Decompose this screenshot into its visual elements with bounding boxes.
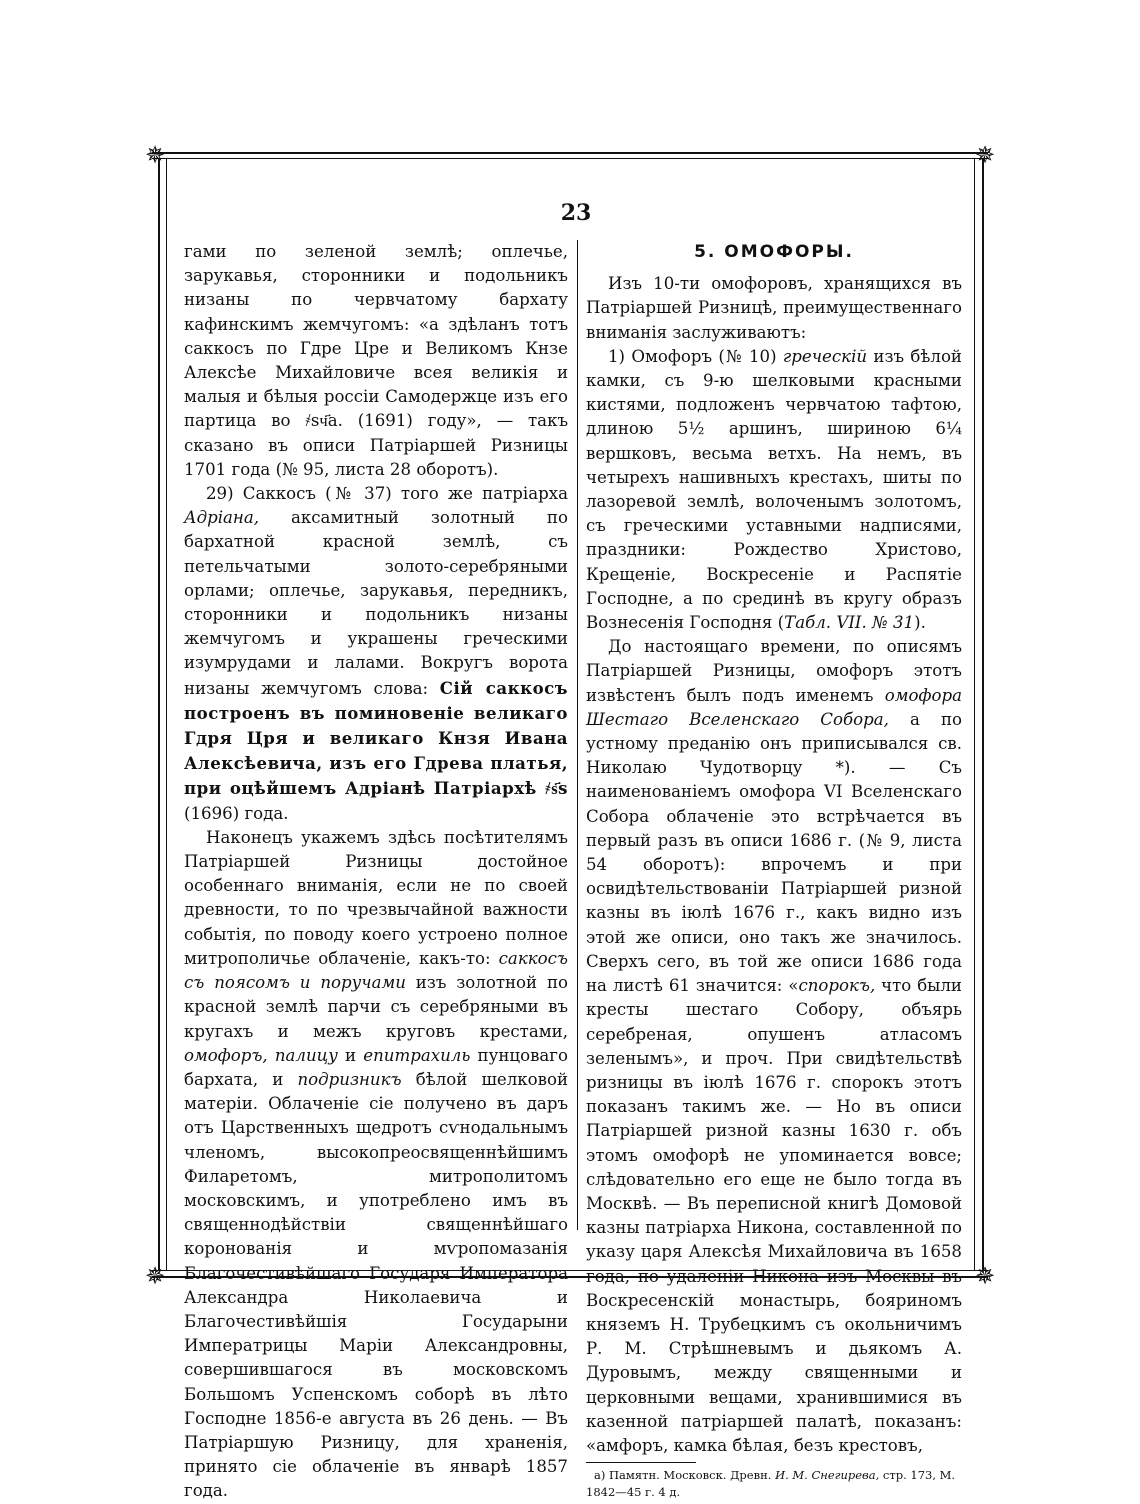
paragraph: Наконецъ укажемъ здѣсь посѣтителямъ Патріаршей Ризницы достойное особеннаго вниманія, если не по своей древности, то по чрезвычайной важности событія, по поводу коего устроено полное митрополичье облаченіе, какъ-то: саккосъ съ поясомъ и поручами изъ золотной по красной землѣ парчи съ серебряными въ кругахъ и межъ круговъ крестами, омофоръ, палицу и епитрахиль пунцоваго бархата, и подризникъ бѣлой шелковой матеріи. Облаченіе сіе получено въ даръ отъ Царственныхъ щедротъ сѵнодальнымъ членомъ, высокопреосвященнѣйшимъ Филаретомъ, митрополитомъ московскимъ, и употреблено имъ въ священнодѣйствіи священнѣйшаго коронованія и мѵропомазанія Благочестивѣйшаго Государя Императора Александра Николаевича и Благочестивѣйшія Государыни Императрицы Маріи Александровны, совершившагося въ московскомъ Большомъ Успенскомъ соборѣ въ лѣто Господне 1856-е августа въ 26 день. — Въ Патріаршую Ризницу, для храненія, принято сіе облаченіе въ январѣ 1857 года.: [184, 827, 568, 1501]
paragraph: 1) Омофоръ (№ 10) греческій изъ бѣлой камки, съ 9-ю шелковыми красными кистями, подложенъ червчатою тафтою, длиною 5½ аршинъ, шириною 6¼ вершковъ, весьма ветхъ. На немъ, въ четырехъ нашивныхъ крестахъ, шиты по лазоревой землѣ, волоченымъ золотомъ, съ греческими уставными надписями, праздники: Рождество Христово, Крещеніе, Воскресеніе и Распятіе Господне, а по срединѣ въ кругу образъ Вознесенія Господня (Табл. VII. № 31).: [586, 346, 962, 633]
slavonic-inscription: Сій саккосъ построенъ въ поминовеніе великаго Гдря Цря и великаго Кнзя Ивана Алексѣевича, изъ его Гдрева платья, при оцѣйшемъ Адріанѣ Патріархѣ ҂ѕ҃ѕ: [184, 677, 568, 799]
ornamental-corner-icon: ✵: [144, 141, 166, 169]
frame-right-rule: [982, 158, 984, 1270]
column-divider: [577, 240, 578, 1230]
frame-left-rule: [158, 158, 160, 1270]
frame-right-inner-rule: [974, 158, 975, 1270]
page-number: 23: [560, 200, 592, 226]
ornamental-corner-icon: ✵: [974, 141, 996, 169]
paragraph: До настоящаго времени, по описямъ Патріаршей Ризницы, омофоръ этотъ извѣстенъ былъ подъ именемъ омофора Шестаго Вселенскаго Собора, а по устному преданію онъ приписывался св. Николаю Чудотворцу *). — Съ наименованіемъ омофора VI Вселенскаго Собора облаченіе это встрѣчается въ первый разъ въ описи 1686 г. (№ 9, листа 54 оборотъ): впрочемъ и при освидѣтельствованіи Патріаршей ризной казны въ іюлѣ 1676 г., какъ видно изъ этой же описи, оно такъ же значилось. Сверхъ сего, въ той же описи 1686 года на листѣ 61 значится: «спорокъ, что были кресты шестаго Собору, объярь серебреная, опушенъ атласомъ зеленымъ», и проч. При свидѣтельствѣ ризницы въ іюлѣ 1676 г. спорокъ этотъ показанъ такимъ же. — Но въ описи Патріаршей ризной казны 1630 г. объ этомъ омофорѣ не упоминается вовсе; слѣдовательно его еще не было тогда въ Москвѣ. — Въ переписной книгѣ Домовой казны патріарха Никона, составленной по указу царя Алексѣя Михайловича въ 1658 года, по удаленіи Никона изъ Москвы въ Воскресенскій монастырь, бояриномъ княземъ Н. Трубецкимъ съ окольничимъ Р. М. Стрѣшневымъ и дьякомъ А. Дуровымъ, между священными и церковными вещами, хранившимися въ казенной патріаршей палатѣ, показанъ: «амфоръ, камка бѣлая, безъ крестовъ,: [586, 637, 963, 1455]
section-heading: 5. ОМОФОРЫ.: [694, 242, 854, 262]
frame-top-inner-rule: [152, 158, 988, 159]
paragraph: гами по зеленой землѣ; оплечье, зарукавья, сторонники и подольникъ низаны по червчатому бархату кафинскимъ жемчугомъ: «а здѣланъ тотъ саккосъ по Гдре Цре и Великомъ Кнзе Алексѣе Михайловиче всея великія и малыя и бѣлыя россіи Самодержце изъ его партица во ҂ѕч҃а. (1691) году», — такъ сказано въ описи Патріаршей Ризницы 1701 года (№ 95, листа 28 оборотъ).: [184, 242, 568, 479]
ornamental-corner-icon: ✵: [974, 1262, 996, 1290]
ornamental-corner-icon: ✵: [144, 1262, 166, 1290]
paragraph: 29) Саккосъ (№ 37) того же патріарха Адріана, аксамитный золотный по бархатной красной землѣ, съ петельчатыми золото-серебряными орлами; оплечье, зарукавья, передникъ, сторонники и подольникъ низаны жемчугомъ и украшены греческими изумрудами и лалами. Вокругъ ворота низаны жемчугомъ слова: Сій саккосъ построенъ въ поминовеніе великаго Гдря Цря и великаго Кнзя Ивана Алексѣевича, изъ его Гдрева платья, при оцѣйшемъ Адріанѣ Патріархѣ ҂ѕ҃ѕ (1696) года.: [184, 484, 568, 823]
right-column: [586, 240, 962, 1501]
left-column: [184, 240, 568, 1504]
footnote: a) Памятн. Московск. Древн. И. М. Снегирева, стр. 173, М. 1842—45 г. 4 д.: [586, 1468, 956, 1500]
frame-left-inner-rule: [166, 158, 167, 1270]
frame-top-rule: [152, 152, 988, 154]
footnote-rule: [586, 1462, 696, 1463]
paragraph: Изъ 10-ти омофоровъ, хранящихся въ Патріаршей Ризницѣ, преимущественнаго вниманія заслуживаютъ:: [586, 274, 962, 342]
